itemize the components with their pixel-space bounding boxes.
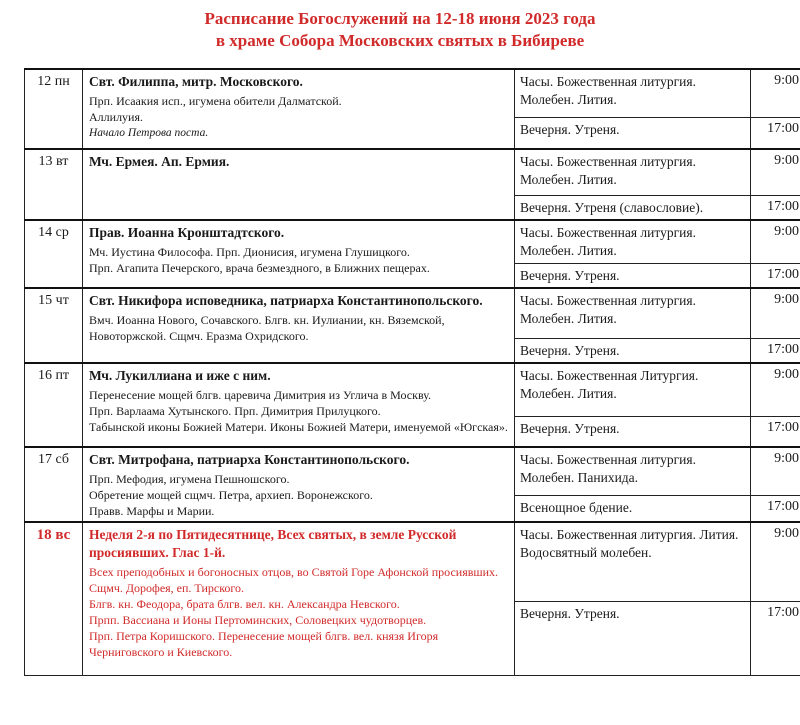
secondary-commemoration: Прп. Мефодия, игумена Пешношского. xyxy=(89,471,290,486)
day-row xyxy=(25,522,800,602)
service-time: 9:00 xyxy=(751,288,800,338)
day-row xyxy=(25,363,800,417)
main-feast: Прав. Иоанна Кронштадтского. xyxy=(89,224,285,240)
service-time: 9:00 xyxy=(751,447,800,496)
day-row xyxy=(25,149,800,195)
commemorations xyxy=(83,149,515,220)
service-name: Вечерня. Утреня. xyxy=(515,264,751,289)
service-time: 17:00 xyxy=(751,602,800,676)
day-label: 15 чт xyxy=(25,288,83,363)
service-name: Часы. Божественная литургия. Молебен. Лития. xyxy=(515,149,751,195)
secondary-commemoration: Прпп. Вассиана и Ионы Пертоминских, Соловецких чудотворцев. xyxy=(89,612,427,627)
day-row xyxy=(25,220,800,264)
service-name: Всенощное бдение. xyxy=(515,495,751,521)
secondary-commemoration: Мч. Иустина Философа. Прп. Дионисия, игумена Глушицкого. xyxy=(89,244,410,259)
day-label: 18 вс xyxy=(25,522,83,676)
secondary-commemoration: Прп. Петра Коришского. Перенесение мощей блгв. вел. князя Игоря Черниговского и Киевского. xyxy=(89,628,439,659)
secondary-commemoration: Прп. Исаакия исп., игумена обители Далматской. xyxy=(89,94,342,108)
day-row xyxy=(25,69,800,117)
secondary-commemoration: Вмч. Иоанна Нового, Сочавского. Блгв. кн. Иулиании, кн. Вяземской, Новоторжской. Сщмч. Еразма Охридского. xyxy=(89,313,445,343)
service-name: Часы. Божественная литургия. Молебен. Панихида. xyxy=(515,447,751,496)
main-feast: Неделя 2-я по Пятидесятнице, Всех святых, в земле Русской просиявших. Глас 1-й. xyxy=(89,526,457,560)
page-title xyxy=(0,8,800,52)
main-feast: Свт. Филиппа, митр. Московского. xyxy=(89,74,303,89)
service-time: 17:00 xyxy=(751,495,800,521)
service-time: 17:00 xyxy=(751,264,800,289)
day-label: 16 пт xyxy=(25,363,83,447)
day-label: 12 пн xyxy=(25,69,83,149)
commemorations xyxy=(83,220,515,289)
service-time: 9:00 xyxy=(751,69,800,117)
main-feast: Мч. Лукиллиана и иже с ним. xyxy=(89,367,271,383)
service-name: Вечерня. Утреня. xyxy=(515,338,751,363)
service-name: Вечерня. Утреня (славословие). xyxy=(515,195,751,220)
commemorations xyxy=(83,69,515,149)
service-time: 17:00 xyxy=(751,117,800,149)
service-time: 17:00 xyxy=(751,338,800,363)
main-feast: Свт. Никифора исповедника, патриарха Константинопольского. xyxy=(89,293,483,308)
service-name: Часы. Божественная литургия. Молебен. Лития. xyxy=(515,220,751,264)
service-time: 9:00 xyxy=(751,522,800,602)
secondary-commemoration: Правв. Марфы и Марии. xyxy=(89,503,215,518)
day-label: 17 сб xyxy=(25,447,83,522)
service-time: 17:00 xyxy=(751,195,800,220)
service-name: Вечерня. Утреня. xyxy=(515,117,751,149)
day-row xyxy=(25,447,800,496)
title-line-2: в храме Собора Московских святых в Бибиреве xyxy=(215,31,585,50)
service-name: Часы. Божественная литургия. Лития. Водосвятный молебен. xyxy=(515,522,751,602)
secondary-commemoration: Табынской иконы Божией Матери. Иконы Божией Матери, именуемой «Югская». xyxy=(89,419,508,434)
service-time: 9:00 xyxy=(751,363,800,417)
main-feast: Свт. Митрофана, патриарха Константинопольского. xyxy=(89,451,410,467)
service-name: Часы. Божественная литургия. Молебен. Лития. xyxy=(515,69,751,117)
service-name: Часы. Божественная Литургия. Молебен. Лития. xyxy=(515,363,751,417)
commemorations xyxy=(83,363,515,447)
service-time: 17:00 xyxy=(751,417,800,447)
service-time: 9:00 xyxy=(751,220,800,264)
secondary-commemoration: Прп. Агапита Печерского, врача безмездного, в Ближних пещерах. xyxy=(89,260,430,275)
service-name: Вечерня. Утреня. xyxy=(515,602,751,676)
fast-note: Начало Петрова поста. xyxy=(89,127,209,139)
main-feast: Мч. Ермея. Ап. Ермия. xyxy=(89,154,230,169)
secondary-commemoration: Всех преподобных и богоносных отцов, во Святой Горе Афонской просиявших. Сщмч. Дорофея, еп. Тирского. xyxy=(89,564,499,595)
commemorations xyxy=(83,522,515,676)
commemorations xyxy=(83,447,515,522)
day-label: 14 ср xyxy=(25,220,83,289)
service-name: Вечерня. Утреня. xyxy=(515,417,751,447)
schedule-table xyxy=(24,68,800,676)
service-name: Часы. Божественная литургия. Молебен. Лития. xyxy=(515,288,751,338)
day-row xyxy=(25,288,800,338)
secondary-commemoration: Перенесение мощей блгв. царевича Димитрия из Углича в Москву. xyxy=(89,387,432,402)
title-line-1: Расписание Богослужений на 12-18 июня 2023 года xyxy=(204,9,596,28)
secondary-commemoration: Аллилуия. xyxy=(89,110,143,124)
service-time: 9:00 xyxy=(751,149,800,195)
secondary-commemoration: Блгв. кн. Феодора, брата блгв. вел. кн. Александра Невского. xyxy=(89,596,400,611)
day-label: 13 вт xyxy=(25,149,83,220)
secondary-commemoration: Обретение мощей сщмч. Петра, архиеп. Воронежского. xyxy=(89,487,373,502)
commemorations xyxy=(83,288,515,363)
secondary-commemoration: Прп. Варлаама Хутынского. Прп. Димитрия Прилуцкого. xyxy=(89,403,381,418)
